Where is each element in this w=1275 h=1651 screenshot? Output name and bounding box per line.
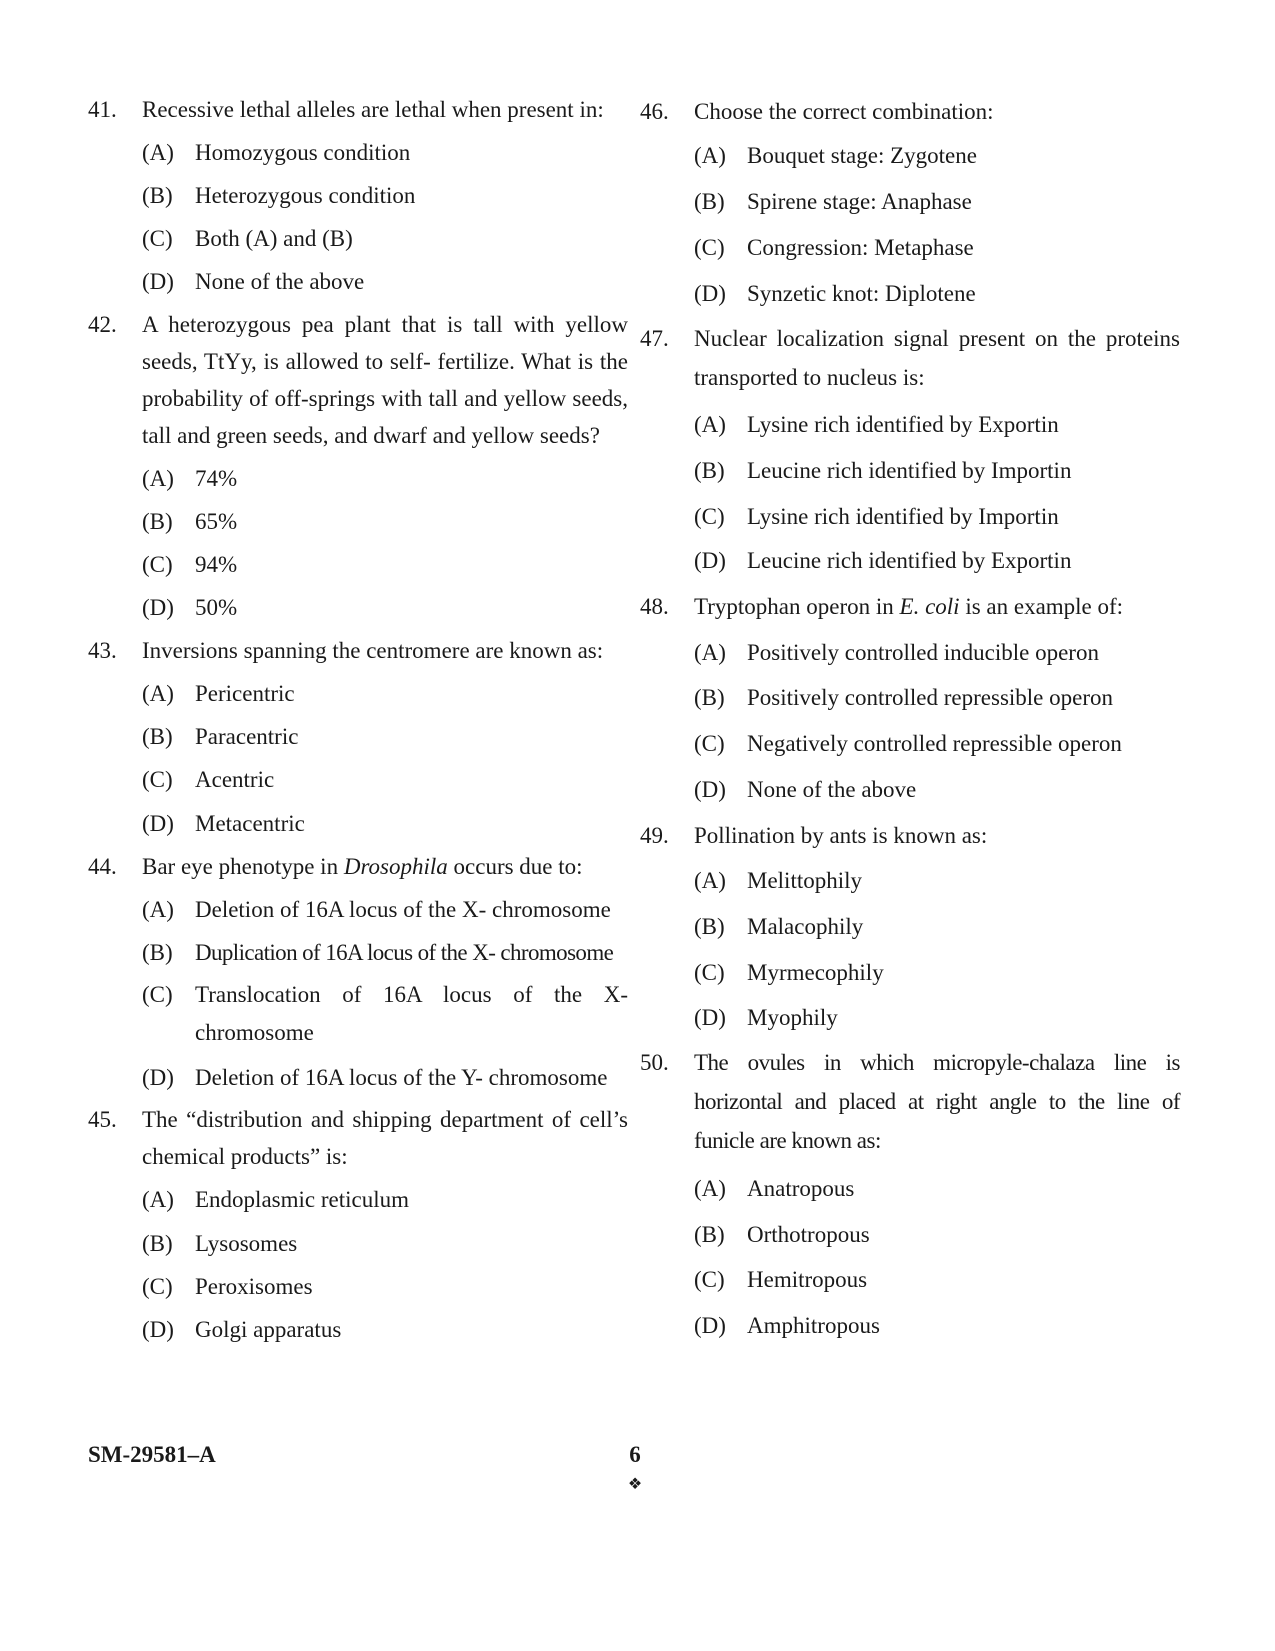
option [142, 459, 628, 498]
option-label: (D) [694, 548, 726, 573]
option-label: (A) [694, 1176, 726, 1201]
option [142, 1310, 628, 1349]
option [142, 1180, 628, 1219]
option-text: Bouquet stage: Zygotene [747, 143, 977, 168]
option-label: (B) [142, 940, 173, 965]
option-text: Congression: Metaphase [747, 235, 974, 260]
option [694, 1215, 1180, 1254]
option-label: (C) [142, 982, 173, 1007]
option [142, 262, 628, 301]
option-text: Negatively controlled repressible operon [747, 731, 1122, 756]
option-label: (A) [142, 1187, 174, 1212]
option-text: None of the above [195, 269, 365, 294]
option-label: (A) [694, 412, 726, 437]
option-text: Acentric [195, 767, 275, 792]
option [142, 717, 628, 756]
option-text: Orthotropous [747, 1222, 870, 1247]
option-label: (B) [142, 1231, 173, 1256]
option [142, 502, 628, 541]
option-text: 94% [195, 552, 238, 577]
option-label: (B) [694, 1222, 725, 1247]
option-text: Both (A) and (B) [195, 226, 353, 251]
option-text: 65% [195, 509, 238, 534]
option [694, 497, 1180, 536]
question-number: 44. [88, 854, 117, 879]
option-text: Melittophily [747, 868, 862, 893]
option-text: None of the above [747, 777, 917, 802]
option-label: (B) [694, 458, 725, 483]
option-text: Leucine rich identified by Exportin [747, 548, 1072, 573]
option [142, 1058, 628, 1097]
option-text: Positively controlled repressible operon [747, 685, 1114, 710]
option [694, 274, 1180, 313]
question-number: 46. [640, 99, 669, 124]
question-46 [640, 92, 1180, 131]
option [142, 588, 628, 627]
ornament-icon: ❖ [627, 1476, 643, 1493]
option-text: Lysine rich identified by Importin [747, 504, 1059, 529]
option [142, 176, 628, 215]
option-label: (C) [694, 504, 725, 529]
question-text: Pollination by ants is known as: [694, 823, 988, 848]
question-text: The “distribution and shipping department of cell’s chemical products” is: [142, 1107, 628, 1169]
option [142, 219, 628, 258]
option [142, 890, 628, 929]
option-text: Peroxisomes [195, 1274, 313, 1299]
question-42 [88, 306, 628, 454]
question-49 [640, 816, 1180, 855]
option [142, 976, 628, 1052]
option [694, 228, 1180, 267]
option-text: Positively controlled inducible operon [747, 640, 1099, 665]
option-label: (B) [142, 183, 173, 208]
option [694, 1260, 1180, 1299]
option-label: (A) [694, 868, 726, 893]
option [142, 804, 628, 843]
option-text: Golgi apparatus [195, 1317, 342, 1342]
option [694, 770, 1180, 809]
question-number: 48. [640, 594, 669, 619]
option [694, 451, 1180, 490]
option-label: (C) [142, 767, 173, 792]
question-45 [88, 1101, 628, 1175]
question-text: Bar eye phenotype in Drosophila occurs due to: [142, 854, 583, 879]
option [142, 933, 628, 972]
question-text: The ovules in which micropyle-chalaza line is horizontal and placed at right angle to the line of funicle are known as: [694, 1050, 1180, 1153]
option-text: Pericentric [195, 681, 295, 706]
option [694, 1306, 1180, 1345]
question-number: 41. [88, 97, 117, 122]
option-label: (B) [142, 724, 173, 749]
option-label: (D) [694, 777, 726, 802]
option-label: (A) [142, 681, 174, 706]
option-label: (B) [694, 189, 725, 214]
option-text: Endoplasmic reticulum [195, 1187, 409, 1212]
option [142, 545, 628, 584]
option-text: Heterozygous condition [195, 183, 416, 208]
question-44 [88, 847, 628, 886]
option [142, 1267, 628, 1306]
option-label: (D) [694, 1313, 726, 1338]
question-number: 50. [640, 1050, 669, 1075]
question-number: 42. [88, 312, 117, 337]
option [694, 136, 1180, 175]
option-text: Translocation of 16A locus of the X- chromosome [195, 982, 628, 1045]
option [694, 541, 1180, 580]
option-label: (A) [694, 143, 726, 168]
option-label: (D) [142, 269, 174, 294]
option [694, 953, 1180, 992]
question-text: Recessive lethal alleles are lethal when present in: [142, 97, 604, 122]
question-41 [88, 90, 628, 129]
option-label: (C) [142, 1274, 173, 1299]
page-number: 6 [629, 1442, 641, 1467]
option [142, 760, 628, 799]
option-label: (D) [142, 595, 174, 620]
option-label: (A) [142, 466, 174, 491]
option [142, 674, 628, 713]
option [694, 405, 1180, 444]
option-text: Spirene stage: Anaphase [747, 189, 972, 214]
option-text: Deletion of 16A locus of the Y- chromosome [195, 1065, 608, 1090]
option [694, 998, 1180, 1037]
option-text: Amphitropous [747, 1313, 880, 1338]
question-number: 45. [88, 1107, 117, 1132]
option-label: (B) [142, 509, 173, 534]
option [142, 1224, 628, 1263]
option-label: (C) [142, 226, 173, 251]
option-text: 50% [195, 595, 238, 620]
option-label: (B) [694, 914, 725, 939]
option-label: (D) [694, 1005, 726, 1030]
option-label: (C) [694, 960, 725, 985]
option-label: (A) [142, 897, 174, 922]
option-label: (C) [142, 552, 173, 577]
option-text: Homozygous condition [195, 140, 411, 165]
option [694, 678, 1180, 717]
question-number: 47. [640, 326, 669, 351]
option-text: 74% [195, 466, 238, 491]
option-text: Deletion of 16A locus of the X- chromosome [195, 897, 611, 922]
option [694, 861, 1180, 900]
option-label: (D) [142, 811, 174, 836]
option [694, 1169, 1180, 1208]
question-43 [88, 631, 628, 670]
option-text: Duplication of 16A locus of the X- chromosome [195, 940, 614, 965]
question-text: Tryptophan operon in E. coli is an example of: [694, 594, 1124, 619]
question-47 [640, 319, 1180, 397]
option [694, 182, 1180, 221]
option-text: Lysosomes [195, 1231, 298, 1256]
question-50 [640, 1043, 1180, 1160]
question-text: Inversions spanning the centromere are known as: [142, 638, 604, 663]
option-label: (D) [694, 281, 726, 306]
question-text: Choose the correct combination: [694, 99, 994, 124]
booklet-code: SM-29581–A [88, 1442, 216, 1467]
option-text: Leucine rich identified by Importin [747, 458, 1072, 483]
question-text: A heterozygous pea plant that is tall with yellow seeds, TtYy, is allowed to self- fertilize. What is the probability of off-springs with tall and yellow seeds, tall and green seeds, and dwarf and yellow seeds? [142, 312, 628, 448]
option-label: (C) [694, 731, 725, 756]
question-number: 43. [88, 638, 117, 663]
option-label: (B) [694, 685, 725, 710]
option [694, 633, 1180, 672]
option-label: (D) [142, 1317, 174, 1342]
option [142, 133, 628, 172]
option-text: Synzetic knot: Diplotene [747, 281, 976, 306]
option-label: (A) [142, 140, 174, 165]
option-text: Malacophily [747, 914, 864, 939]
option [694, 724, 1180, 763]
option-text: Hemitropous [747, 1267, 868, 1292]
option-text: Myophily [747, 1005, 838, 1030]
question-text: Nuclear localization signal present on the proteins transported to nucleus is: [694, 326, 1180, 390]
option-label: (A) [694, 640, 726, 665]
option-text: Metacentric [195, 811, 305, 836]
option-text: Anatropous [747, 1176, 855, 1201]
option-label: (D) [142, 1065, 174, 1090]
option-text: Myrmecophily [747, 960, 884, 985]
question-number: 49. [640, 823, 669, 848]
option-label: (C) [694, 1267, 725, 1292]
option-text: Paracentric [195, 724, 299, 749]
option [694, 907, 1180, 946]
option-text: Lysine rich identified by Exportin [747, 412, 1059, 437]
question-48 [640, 587, 1180, 626]
option-label: (C) [694, 235, 725, 260]
